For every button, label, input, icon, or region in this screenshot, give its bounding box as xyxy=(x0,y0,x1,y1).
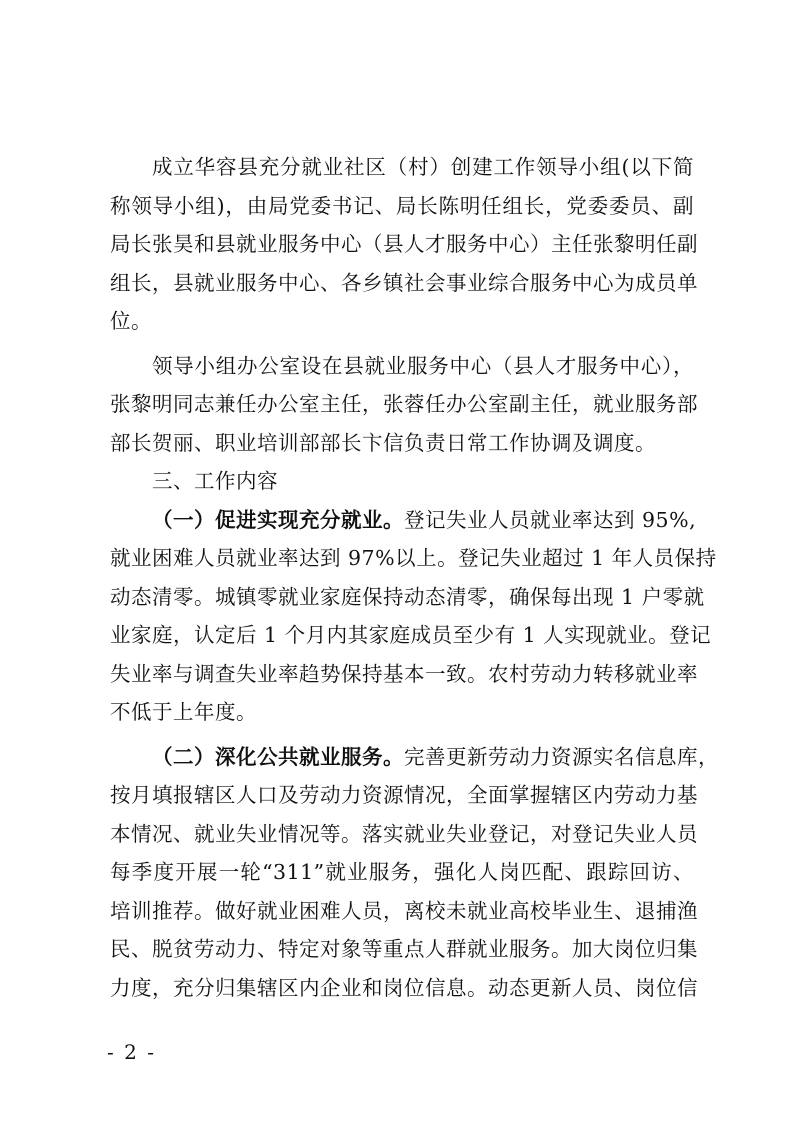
text-line: 培训推荐。做好就业困难人员，离校未就业高校毕业生、退捕渔 xyxy=(110,898,698,923)
text-line: 位。 xyxy=(110,309,152,333)
text-line: 失业率与调查失业率趋势保持基本一致。农村劳动力转移就业率 xyxy=(110,661,698,686)
text-line: 张黎明同志兼任办公室主任，张蓉任办公室副主任，就业服务部 xyxy=(110,392,698,416)
text-line: 组长，县就业服务中心、各乡镇社会事业综合服务中心为成员单 xyxy=(110,270,698,295)
text-line: 局长张昊和县就业服务中心（县人才服务中心）主任张黎明任副 xyxy=(110,232,698,256)
text-line: 本情况、就业失业情况等。落实就业失业登记，对登记失业人员 xyxy=(110,821,698,846)
text-line: 称领导小组)，由局党委书记、局长陈明任组长，党委委员、副 xyxy=(110,193,694,218)
text-run: 完善更新劳动力资源实名信息库， xyxy=(404,744,719,769)
text-line: 成立华容县充分就业社区（村）创建工作领导小组(以下简 xyxy=(152,155,694,179)
text-run: 登记失业人员就业率达到 95%, xyxy=(404,507,697,532)
text-line: 部长贺丽、职业培训部部长卞信负责日常工作协调及调度。 xyxy=(110,430,656,455)
text-line: 领导小组办公室设在县就业服务中心（县人才服务中心）， xyxy=(152,353,694,378)
document-body xyxy=(110,148,719,1007)
paragraph-office xyxy=(110,347,698,463)
paragraph-full-employment xyxy=(110,501,717,732)
text-line xyxy=(110,738,719,777)
text-line xyxy=(110,501,697,540)
page-number: - 2 - xyxy=(107,1040,156,1064)
subsection-title: （一）促进实现充分就业。 xyxy=(152,507,404,532)
subsection-title: （二）深化公共就业服务。 xyxy=(152,744,404,769)
text-line: 不低于上年度。 xyxy=(110,700,257,724)
text-line: 按月填报辖区人口及劳动力资源情况，全面掌握辖区内劳动力基 xyxy=(110,783,698,807)
text-line: 民、脱贫劳动力、特定对象等重点人群就业服务。加大岗位归集 xyxy=(110,937,698,961)
text-line: 业家庭，认定后 1 个月内其家庭成员至少有 1 人实现就业。登记 xyxy=(110,623,712,647)
text-line: 就业困难人员就业率达到 97%以上。登记失业超过 1 年人员保持 xyxy=(110,546,717,570)
text-line: 每季度开展一轮“311”就业服务，强化人岗匹配、跟踪回访、 xyxy=(110,860,694,884)
text-line: 力度，充分归集辖区内企业和岗位信息。动态更新人员、岗位信 xyxy=(110,975,698,1000)
paragraph-leadership-group xyxy=(110,148,698,341)
section-heading: 三、工作内容 xyxy=(152,469,278,493)
text-line: 动态清零。城镇零就业家庭保持动态清零，确保每出现 1 户零就 xyxy=(110,584,705,609)
paragraph-public-employment-service xyxy=(110,738,719,1008)
